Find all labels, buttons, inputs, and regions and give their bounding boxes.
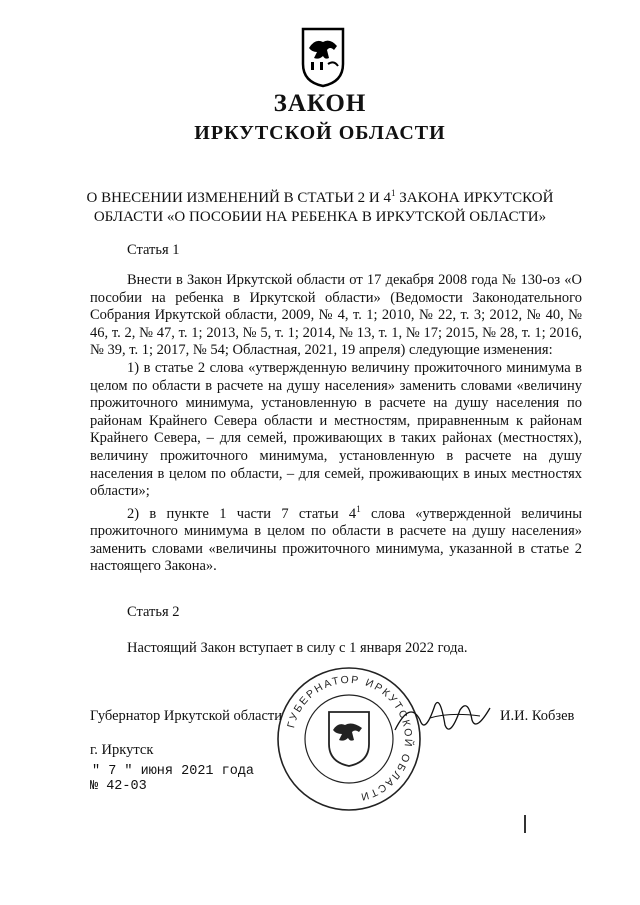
law-number: № 42-03 bbox=[90, 779, 147, 794]
article1-item1: 1) в статье 2 слова «утвержденную величину прожиточного минимума в целом по области в расчете на душу населения» заменить словами «величину прожиточного минимума, установленную в расчете на душу населения по районам Крайнего Севера области и местностям, приравненным к районам Крайнего Севера, – для семей, проживающих в таких районах (местностях), величину прожиточного минимума, установленную в расчете на душу населения в целом по области, – для семей, проживающих в иных местностях области»; bbox=[90, 359, 582, 500]
city: г. Иркутск bbox=[90, 742, 154, 758]
svg-text:ГУБЕРНАТОР ИРКУТСКОЙ ОБЛАСТИ: ГУБЕРНАТОР ИРКУТСКОЙ ОБЛАСТИ bbox=[285, 673, 415, 804]
article1-item2: 2) в пункте 1 части 7 статьи $4^1$ слова «утвержденной величины прожиточного минимума в целом по области в расчете на душу населения» заменить словами «величины прожиточного минимума, указанной в статье 2 настоящего Закона». bbox=[90, 503, 583, 575]
signatory-position: Губернатор Иркутской области bbox=[90, 708, 283, 724]
law-date: " 7 " июня 2021 года bbox=[92, 764, 255, 779]
coat-of-arms-icon bbox=[300, 26, 346, 88]
article2-text: Настоящий Закон вступает в силу с 1 января 2022 года. bbox=[127, 640, 468, 656]
article1-body bbox=[90, 272, 582, 576]
article1-intro: Внести в Закон Иркутской области от 17 декабря 2008 года № 130-оз «О пособии на ребенка в Иркутской области» (Ведомости Законодательного Собрания Иркутской области, 2009, № 4, т. 1; 2010, № 22, т. 3; 2012, № 40, № 46, т. 2, № 47, т. 1; 2013, № 5, т. 1; 2014, № 13, т. 1, № 17; 2015, № 28, т. 1; 2016, № 39, т. 1; 2017, № 54; Областная, 2021, 19 апреля) следующие изменения: bbox=[90, 272, 582, 359]
law-subject: О ВНЕСЕНИИ ИЗМЕНЕНИЙ В СТАТЬИ 2 И $4^1$ ЗАКОНА ИРКУТСКОЙ ОБЛАСТИ «О ПОСОБИИ НА РЕБЕНКА В ИРКУТСКОЙ ОБЛАСТИ» bbox=[86, 188, 554, 225]
margin-mark bbox=[524, 815, 526, 833]
handwritten-signature bbox=[390, 690, 510, 740]
article1-heading: Статья 1 bbox=[127, 242, 180, 258]
article2-heading: Статья 2 bbox=[127, 604, 180, 620]
signatory-name: И.И. Кобзев bbox=[500, 708, 575, 724]
document-subtitle: ИРКУТСКОЙ ОБЛАСТИ bbox=[194, 122, 446, 144]
document-title: ЗАКОН bbox=[273, 90, 367, 117]
